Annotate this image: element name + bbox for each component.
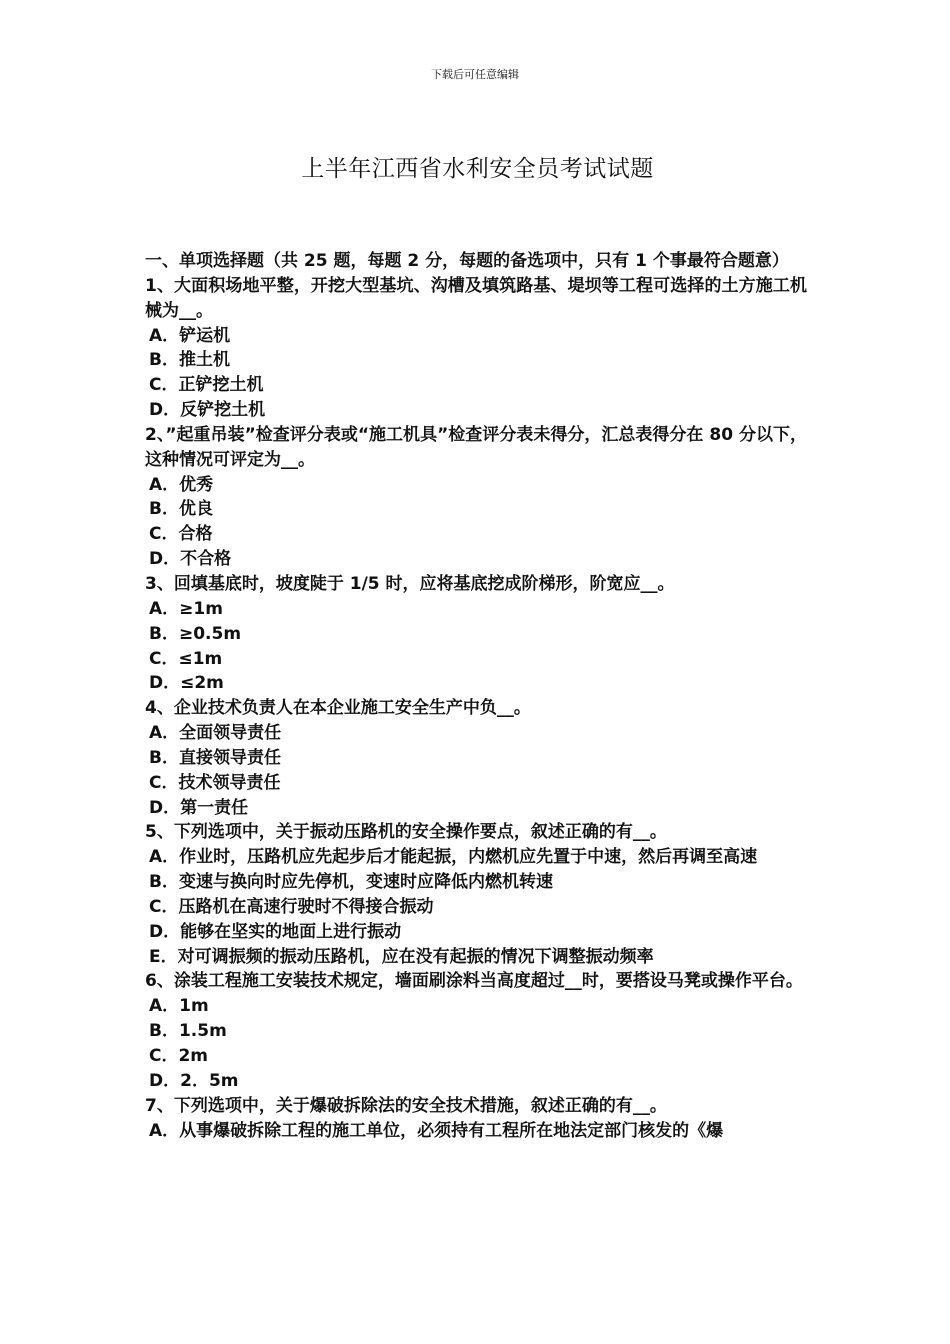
question-3 <box>145 572 807 696</box>
page-header-note: 下载后可任意编辑 <box>431 68 519 81</box>
option-a: A．从事爆破拆除工程的施工单位，必须持有工程所在地法定部门核发的《爆 <box>149 1120 724 1141</box>
question-stem: 4、企业技术负责人在本企业施工安全生产中负__。 <box>145 698 531 719</box>
question-1 <box>145 274 807 423</box>
option-e: E．对可调振频的振动压路机，应在没有起振的情况下调整振动频率 <box>149 946 654 967</box>
question-stem: 1、大面积场地平整，开挖大型基坑、沟槽及填筑路基、堤坝等工程可选择的土方施工机械为__。 <box>145 275 807 321</box>
option-d: D．≤2m <box>149 673 224 694</box>
option-b: B．≥0.5m <box>149 623 242 644</box>
question-7 <box>145 1094 807 1144</box>
option-c: C．≤1m <box>149 648 223 669</box>
question-stem: 5、下列选项中，关于振动压路机的安全操作要点，叙述正确的有__。 <box>145 822 667 843</box>
question-2 <box>145 423 807 572</box>
option-c: C．2m <box>149 1046 209 1066</box>
option-a: A．全面领导责任 <box>149 723 282 744</box>
option-a: A．1m <box>149 996 209 1017</box>
option-b: B．直接领导责任 <box>149 747 281 768</box>
option-a: A．优秀 <box>149 474 214 495</box>
exam-content <box>145 249 807 1143</box>
option-b: B．优良 <box>149 499 213 520</box>
option-c: C．正铲挖土机 <box>149 375 264 396</box>
option-c: C．技术领导责任 <box>149 772 281 793</box>
option-b: B．推土机 <box>149 350 230 371</box>
option-a: A．≥1m <box>149 598 223 619</box>
question-4 <box>145 696 807 820</box>
option-c: C．压路机在高速行驶时不得接合振动 <box>149 896 434 917</box>
option-d: D．不合格 <box>149 549 232 570</box>
question-stem: 7、下列选项中，关于爆破拆除法的安全技术措施，叙述正确的有__。 <box>145 1095 667 1116</box>
question-stem: 2、”起重吊装”检查评分表或“施工机具”检查评分表未得分，汇总表得分在 80 分以下，这种情况可评定为__。 <box>145 424 807 470</box>
option-c: C．合格 <box>149 524 213 545</box>
option-b: B．变速与换向时应先停机，变速时应降低内燃机转速 <box>149 872 553 893</box>
option-d: D．第一责任 <box>149 797 249 818</box>
question-6 <box>145 969 807 1093</box>
section-heading: 一、单项选择题（共 25 题，每题 2 分，每题的备选项中，只有 1 个事最符合题意） <box>145 251 789 271</box>
option-d: D．能够在坚实的地面上进行振动 <box>149 921 402 942</box>
option-b: B．1.5m <box>149 1021 227 1042</box>
option-a: A．铲运机 <box>149 325 231 346</box>
option-d: D．2．5m <box>149 1070 239 1091</box>
question-stem: 6、涂装工程施工安装技术规定，墙面刷涂料当高度超过__时，要搭设马凳或操作平台。 <box>145 971 803 992</box>
option-a: A．作业时，压路机应先起步后才能起振，内燃机应先置于中速，然后再调至高速 <box>149 847 758 868</box>
document-title: 上半年江西省水利安全员考试试题 <box>301 156 654 182</box>
option-d: D．反铲挖土机 <box>149 400 266 421</box>
question-5 <box>145 820 807 969</box>
question-stem: 3、回填基底时，坡度陡于 1/5 时，应将基底挖成阶梯形，阶宽应__。 <box>145 573 675 594</box>
